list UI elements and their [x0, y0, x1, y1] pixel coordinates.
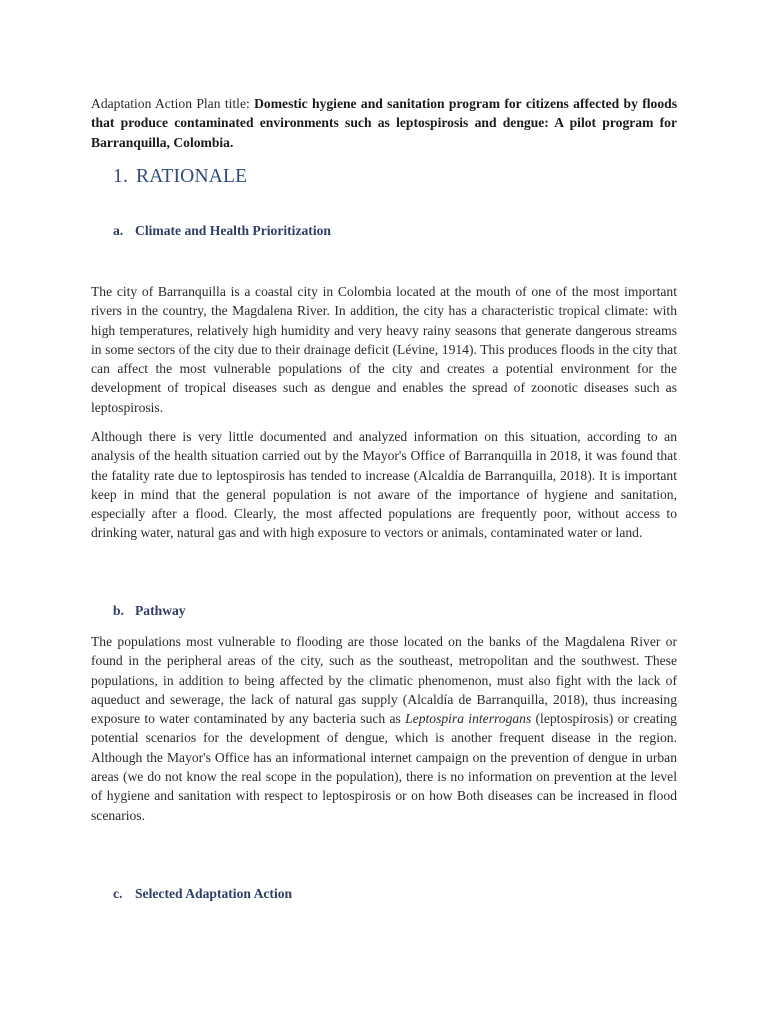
section-title: RATIONALE: [136, 166, 248, 187]
subheading-label: Pathway: [135, 603, 186, 618]
section-number: 1.: [113, 166, 129, 187]
subheading-selected-action: [113, 886, 292, 902]
subheading-label: Climate and Health Prioritization: [135, 223, 331, 238]
paragraph-pathway: [91, 632, 677, 825]
subheading-letter: a.: [113, 223, 124, 238]
subheading-climate-health: [113, 223, 331, 239]
plan-title: [91, 94, 677, 152]
plan-title-text: Domestic hygiene and sanitation program for citizens affected by floods that produce contaminated environments such as leptospirosis and dengue: A pilot program for Barranquilla, Colombia.: [91, 96, 678, 150]
paragraph-climate-context: The city of Barranquilla is a coastal city in Colombia located at the mouth of one of the most important rivers in the country, the Magdalena River. In addition, the city has a characteristic tropical climate: with high temperatures, relatively high humidity and very heavy rainy seasons that generate dangerous streams in some sectors of the city due to their drainage deficit (Lévine, 1914). This produces floods in the city that can affect the most vulnerable populations of the city and creates a potential environment for the development of tropical diseases such as dengue and enables the spread of zoonotic diseases such as leptospirosis.: [91, 284, 677, 415]
subheading-letter: b.: [113, 603, 124, 618]
section-heading-rationale: [113, 166, 247, 188]
subheading-label: Selected Adaptation Action: [135, 886, 293, 901]
species-name: Leptospira interrogans: [405, 711, 532, 727]
paragraph-health-situation: Although there is very little documented and analyzed information on this situation, according to an analysis of the health situation carried out by the Mayor's Office of Barranquilla in 2018, it was found that the fatality rate due to leptospirosis has tended to increase (Alcaldía de Barranquilla, 2018). It is important keep in mind that the general population is not aware of the importance of hygiene and sanitation, especially after a flood. Clearly, the most affected populations are frequently poor, without access to drinking water, natural gas and with high exposure to vectors or animals, contaminated water or land.: [91, 429, 677, 541]
subheading-pathway: [113, 603, 186, 619]
subheading-letter: c.: [113, 886, 123, 901]
paragraph-pathway-part1: The populations most vulnerable to flooding are those located on the banks of the Magdalena River or found in the peripheral areas of the city, such as the southeast, metropolitan and the southwest. These populations, in addition to being affected by the climatic phenomenon, must also fight with the lack of aqueduct and sewerage, the lack of natural gas supply (Alcaldía de Barranquilla, 2018), thus increasing exposure to water contaminated by any bacteria such as: [91, 634, 677, 727]
paragraph-pathway-part2: (leptospirosis) or creating potential scenarios for the development of dengue, which is another frequent disease in the region. Although the Mayor's Office has an informational internet campaign on the prevention of dengue in urban areas (we do not know the real scope in the population), there is no information on prevention at the level of hygiene and sanitation with respect to leptospirosis or on how Both diseases can be increased in flood scenarios.: [91, 711, 677, 823]
plan-title-prefix: Adaptation Action Plan title:: [91, 96, 255, 111]
